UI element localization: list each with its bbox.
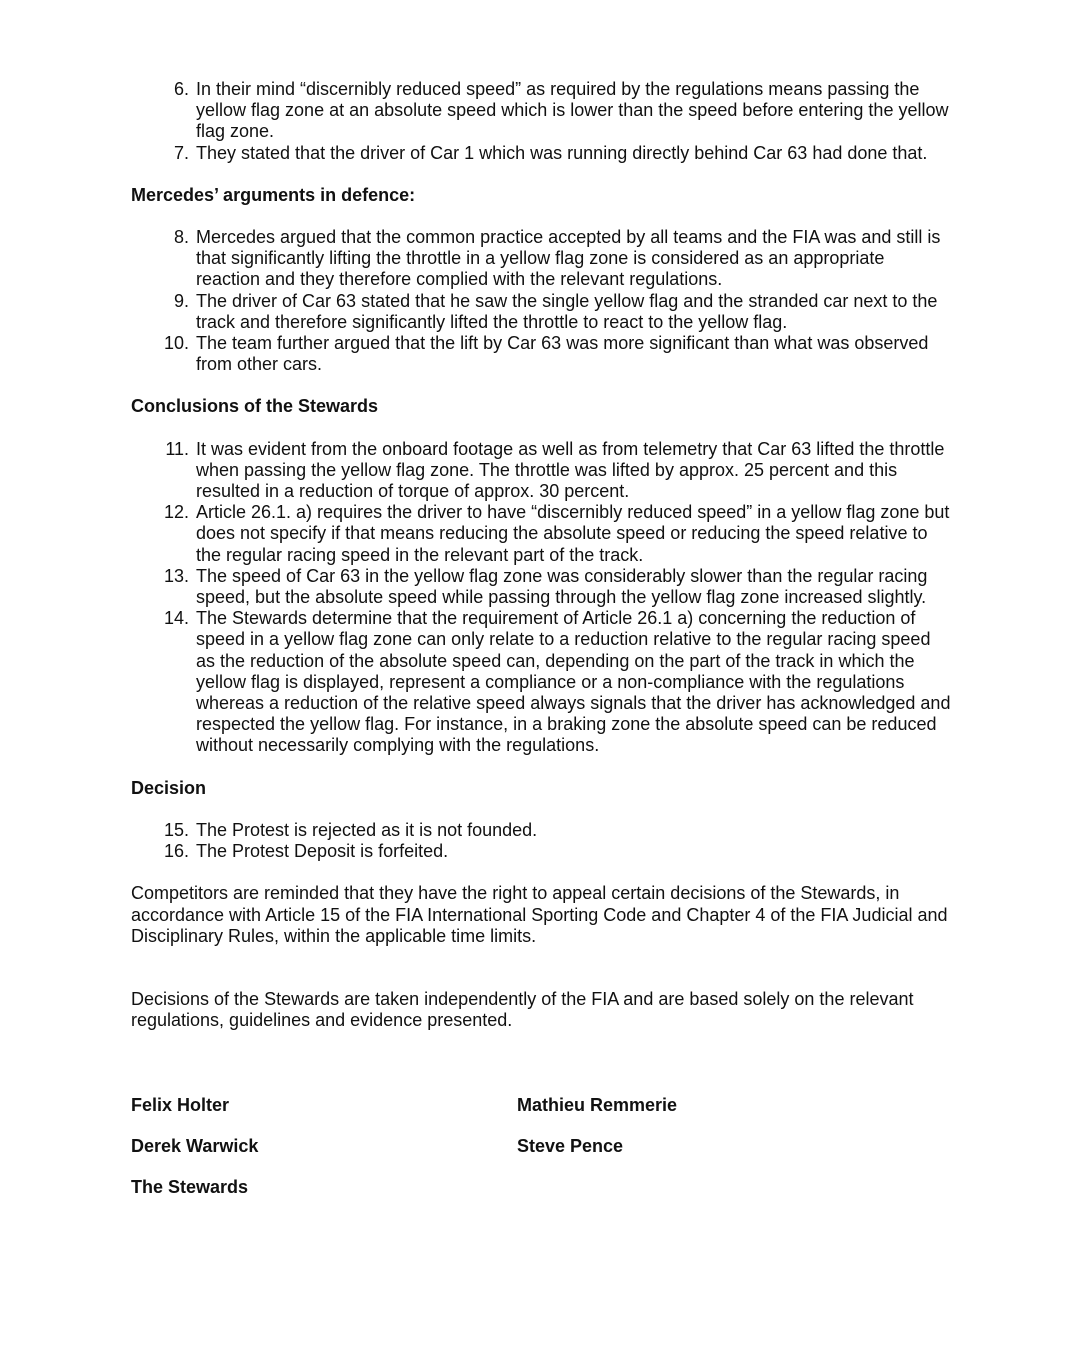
item-number: 11. (165, 438, 189, 459)
item-number: 13. (163, 565, 189, 586)
item-number: 16. (163, 841, 189, 862)
item-text: They stated that the driver of Car 1 which was running directly behind Car 63 had done that. (196, 142, 928, 163)
list-item (131, 143, 951, 164)
item-text: The driver of Car 63 stated that he saw the single yellow flag and the stranded car next to the track and therefore significantly lifted the throttle to react to the yellow flag. (196, 290, 938, 332)
list-item (131, 227, 951, 291)
section-heading-decision: Decision (131, 777, 207, 798)
section-heading-defence: Mercedes’ arguments in defence: (131, 184, 416, 205)
list-item (131, 439, 951, 503)
list-item (131, 608, 951, 756)
list-item (131, 566, 951, 608)
list-item (131, 502, 951, 566)
item-number: 7. (173, 142, 189, 163)
item-text: In their mind “discernibly reduced speed” as required by the regulations means passing the yellow flag zone at an absolute speed which is lower than the speed before entering the yellow flag zone. (196, 79, 949, 142)
item-text: The Protest is rejected as it is not founded. (196, 819, 538, 840)
item-text: The Protest Deposit is forfeited. (196, 841, 449, 862)
item-number: 9. (173, 290, 189, 311)
appeal-notice: Competitors are reminded that they have the right to appeal certain decisions of the Stewards, in accordance with Article 15 of the FIA International Sporting Code and Chapter 4 of the FIA Judicial and Disciplinary Rules, within the applicable time limits. (131, 883, 948, 946)
decision-list (131, 820, 951, 862)
list-item (131, 291, 951, 333)
item-number: 8. (173, 227, 189, 248)
item-text: Article 26.1. a) requires the driver to have “discernibly reduced speed” in a yellow flag zone but does not specify if that means reducing the absolute speed or reducing the speed relative to the regular racing speed in the relevant part of the track. (196, 502, 950, 565)
section-heading-conclusions: Conclusions of the Stewards (131, 396, 379, 417)
item-number: 6. (173, 79, 189, 99)
conclusions-list (131, 439, 951, 757)
signature-block (131, 1095, 951, 1218)
item-text: It was evident from the onboard footage as well as from telemetry that Car 63 lifted the throttle when passing the yellow flag zone. The throttle was lifted by approx. 25 percent and this resulted in a reduction of torque of approx. 30 percent. (196, 438, 945, 502)
signature-row (131, 1136, 951, 1177)
steward-name: Steve Pence (517, 1136, 624, 1156)
item-text: The speed of Car 63 in the yellow flag zone was considerably slower than the regular racing speed, but the absolute speed while passing through the yellow flag zone increased slightly. (196, 565, 928, 608)
item-number: 10. (163, 333, 189, 354)
defence-list (131, 227, 951, 375)
stewards-label: The Stewards (131, 1177, 249, 1197)
steward-name: Felix Holter (131, 1095, 230, 1115)
signature-row (131, 1095, 951, 1136)
item-text: Mercedes argued that the common practice accepted by all teams and the FIA was and still is that significantly lifting the throttle in a yellow flag zone is considered as an appropriate reaction and they therefore complied with the relevant regulations. (196, 227, 941, 290)
steward-name: Derek Warwick (131, 1136, 259, 1156)
steward-name: Mathieu Remmerie (517, 1095, 678, 1115)
item-number: 14. (163, 608, 189, 629)
independence-notice: Decisions of the Stewards are taken independently of the FIA and are based solely on the relevant regulations, guidelines and evidence presented. (131, 988, 914, 1031)
list-item (131, 79, 951, 143)
signature-row (131, 1177, 951, 1218)
list-item (131, 333, 951, 375)
document-body (131, 79, 951, 1031)
item-text: The Stewards determine that the requirement of Article 26.1 a) concerning the reduction of speed in a yellow flag zone can only relate to a reduction relative to the regular racing speed as the reduction of the absolute speed can, depending on the part of the track in which the yellow flag is displayed, represent a compliance or a non-compliance with the regulations whereas a reduction of the relative speed always signals that the driver has acknowledged and respected the yellow flag. For instance, in a braking zone the absolute speed can be reduced without necessarily complying with the regulations. (196, 608, 951, 756)
list-item (131, 841, 951, 862)
item-number: 15. (163, 819, 189, 840)
list-item (131, 820, 951, 841)
item-number: 12. (163, 502, 189, 523)
item-text: The team further argued that the lift by Car 63 was more significant than what was observed from other cars. (196, 333, 929, 375)
intro-list (131, 79, 951, 164)
